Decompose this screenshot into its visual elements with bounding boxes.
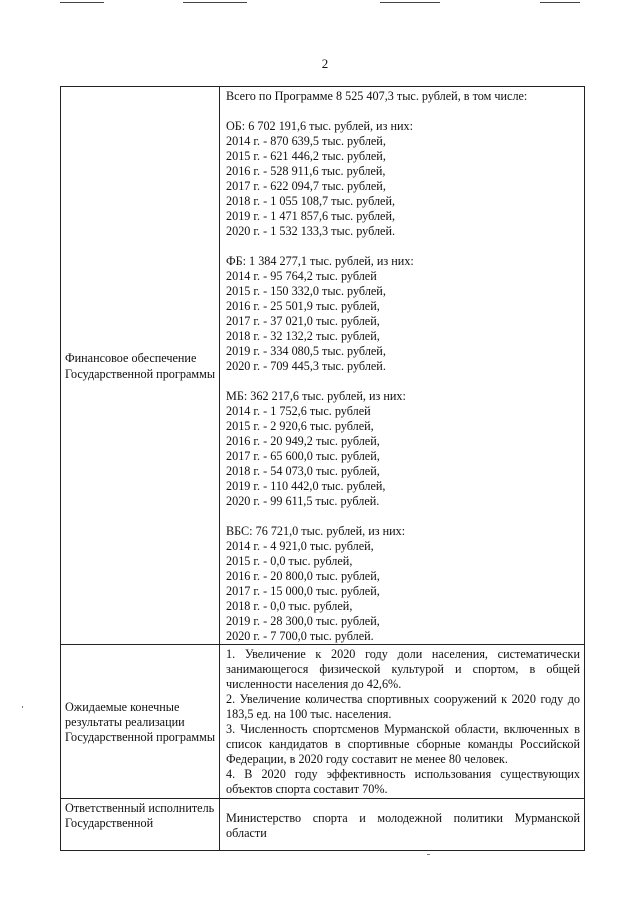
funding-year-line: 2016 г. - 20 949,2 тыс. рублей, <box>226 434 380 448</box>
funding-year-line: 2015 г. - 150 332,0 тыс. рублей, <box>226 284 386 298</box>
table-row-results <box>61 645 585 799</box>
scan-speck <box>427 854 430 855</box>
row-label-finance: Финансовое обеспечение Государственной программы <box>61 87 220 645</box>
funding-group-title: ФБ: 1 384 277,1 тыс. рублей, из них: <box>226 254 414 268</box>
funding-year-line: 2014 г. - 870 639,5 тыс. рублей, <box>226 134 386 148</box>
funding-year-line: 2015 г. - 2 920,6 тыс. рублей, <box>226 419 374 433</box>
executor-value: Министерство спорта и молодежной политики Мурманской области <box>220 799 585 851</box>
funding-year-line: 2019 г. - 334 080,5 тыс. рублей, <box>226 344 386 358</box>
funding-year-line: 2020 г. - 1 532 133,3 тыс. рублей. <box>226 224 396 238</box>
funding-year-line: 2019 г. - 28 300,0 тыс. рублей, <box>226 614 380 628</box>
page-number: 2 <box>321 56 329 71</box>
funding-year-line: 2016 г. - 25 501,9 тыс. рублей, <box>226 299 380 313</box>
funding-year-line: 2014 г. - 1 752,6 тыс. рублей <box>226 404 371 418</box>
row-label-results: Ожидаемые конечные результаты реализации Государственной программы <box>61 645 220 799</box>
result-item: 2. Увеличение количества спортивных сооружений к 2020 году до 183,5 ед. на 100 тыс. населения. <box>226 692 580 721</box>
funding-year-line: 2020 г. - 99 611,5 тыс. рублей. <box>226 494 380 508</box>
funding-year-line: 2016 г. - 528 911,6 тыс. рублей, <box>226 164 386 178</box>
funding-year-line: 2018 г. - 1 055 108,7 тыс. рублей, <box>226 194 396 208</box>
scan-speck <box>22 706 23 708</box>
funding-year-line: 2018 г. - 32 132,2 тыс. рублей, <box>226 329 380 343</box>
funding-group-title: ОБ: 6 702 191,6 тыс. рублей, из них: <box>226 119 413 133</box>
funding-year-line: 2014 г. - 95 764,2 тыс. рублей <box>226 269 377 283</box>
funding-year-line: 2017 г. - 37 021,0 тыс. рублей, <box>226 314 380 328</box>
program-passport-table <box>60 86 585 851</box>
scan-artifact-line <box>183 2 247 3</box>
funding-group-title: МБ: 362 217,6 тыс. рублей, из них: <box>226 389 406 403</box>
funding-year-line: 2017 г. - 65 600,0 тыс. рублей, <box>226 449 380 463</box>
funding-year-line: 2020 г. - 7 700,0 тыс. рублей. <box>226 629 374 643</box>
funding-year-line: 2014 г. - 4 921,0 тыс. рублей, <box>226 539 374 553</box>
funding-year-line: 2017 г. - 622 094,7 тыс. рублей, <box>226 179 386 193</box>
finance-total: Всего по Программе 8 525 407,3 тыс. рублей, в том числе: <box>226 89 528 103</box>
finance-content <box>220 87 585 645</box>
results-content <box>220 645 585 799</box>
result-item: 4. В 2020 году эффективность использования существующих объектов спорта составит 70%. <box>226 767 580 796</box>
funding-year-line: 2020 г. - 709 445,3 тыс. рублей. <box>226 359 386 373</box>
spacer <box>226 239 580 254</box>
result-item: 3. Численность спортсменов Мурманской области, включенных в список кандидатов в спортивные сборные команды Российской Федерации, в 2020 году составит не менее 80 человек. <box>226 722 580 766</box>
funding-year-line: 2017 г. - 15 000,0 тыс. рублей, <box>226 584 380 598</box>
spacer <box>226 509 580 524</box>
spacer <box>226 374 580 389</box>
funding-year-line: 2018 г. - 54 073,0 тыс. рублей, <box>226 464 380 478</box>
funding-group-title: ВБС: 76 721,0 тыс. рублей, из них: <box>226 524 406 538</box>
funding-year-line: 2016 г. - 20 800,0 тыс. рублей, <box>226 569 380 583</box>
scan-artifact-line <box>380 2 440 3</box>
scan-artifact-line <box>60 2 104 3</box>
row-label-executor: Ответственный исполнитель Государственной <box>61 799 220 851</box>
result-item: 1. Увеличение к 2020 году доли населения, систематически занимающегося физической культурой и спортом, в общей численности населения до 42,6%. <box>226 647 580 691</box>
funding-year-line: 2019 г. - 1 471 857,6 тыс. рублей, <box>226 209 396 223</box>
scan-artifact-line <box>540 2 580 3</box>
funding-year-line: 2015 г. - 0,0 тыс. рублей, <box>226 554 353 568</box>
funding-year-line: 2015 г. - 621 446,2 тыс. рублей, <box>226 149 386 163</box>
table-row-finance <box>61 87 585 645</box>
table-row-executor <box>61 799 585 851</box>
funding-year-line: 2018 г. - 0,0 тыс. рублей, <box>226 599 353 613</box>
spacer <box>226 104 580 119</box>
funding-year-line: 2019 г. - 110 442,0 тыс. рублей, <box>226 479 386 493</box>
